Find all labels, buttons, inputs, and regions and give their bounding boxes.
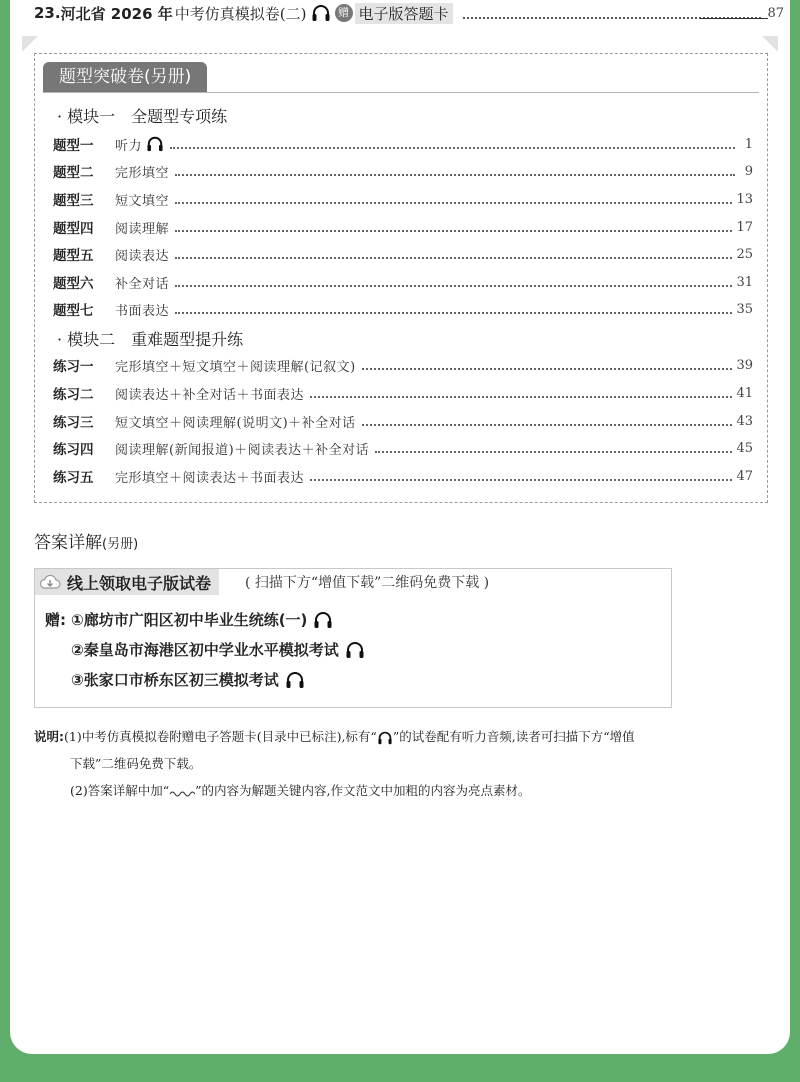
- note-line-2: 下载”二维码免费下载。: [70, 756, 202, 771]
- row-tag: 练习四: [53, 442, 94, 458]
- row-title: 完形填空＋阅读表达＋书面表达: [115, 470, 305, 486]
- toc-row[interactable]: [53, 354, 753, 376]
- row-tag: 题型二: [53, 165, 94, 181]
- page-paper: [10, 0, 790, 1054]
- leader-dots: [310, 388, 732, 398]
- gift-item[interactable]: [45, 609, 333, 630]
- gift-item-text: ②秦皇岛市海港区初中学业水平模拟考试: [71, 641, 339, 659]
- row-title: 短文填空＋阅读理解(说明文)＋补全对话: [115, 415, 356, 431]
- wavy-underline-icon: [169, 787, 195, 797]
- answers-heading: [34, 528, 138, 553]
- row-page: 17: [736, 219, 753, 235]
- gift-badge-icon: 赠: [335, 4, 353, 22]
- headphones-icon: [313, 611, 333, 629]
- gift-label: 赠:: [45, 611, 66, 629]
- note-label: 说明:: [34, 729, 64, 744]
- leader-dots: [310, 471, 732, 481]
- leader-dots: [375, 443, 732, 453]
- row-title: 阅读表达: [115, 248, 170, 264]
- cloud-download-icon: [39, 574, 61, 590]
- toc-row[interactable]: [53, 298, 753, 320]
- toc-row[interactable]: [53, 382, 753, 404]
- toc-row[interactable]: [53, 271, 753, 293]
- electronic-heading-note: ( 扫描下方“增值下载”二维码免费下载 ): [245, 575, 490, 591]
- gift-item[interactable]: [45, 669, 305, 690]
- answers-title: 答案详解: [34, 533, 102, 553]
- toc-tab: 题型突破卷(另册): [43, 62, 207, 92]
- toc-row[interactable]: [53, 160, 753, 182]
- row-title: 听力: [115, 138, 143, 154]
- leader-dots: [175, 304, 732, 314]
- electronic-heading: 线上领取电子版试卷: [67, 573, 212, 593]
- module-heading: · 模块二 重难题型提升练: [57, 330, 244, 349]
- headphones-icon: [377, 731, 393, 745]
- leader-dots: [175, 249, 732, 259]
- row-page: 31: [736, 274, 753, 290]
- gift-item[interactable]: [45, 639, 365, 660]
- row-title: 完形填空: [115, 165, 170, 181]
- toc-row[interactable]: [53, 133, 753, 155]
- row-page: 39: [736, 357, 753, 373]
- headphones-icon: [285, 671, 305, 689]
- toc-row[interactable]: [53, 465, 753, 487]
- corner-fold-left: [22, 36, 38, 52]
- header-line: [34, 2, 784, 24]
- toc-row[interactable]: [53, 188, 753, 210]
- row-page: 13: [736, 191, 753, 207]
- row-tag: 练习一: [53, 359, 94, 375]
- toc-row[interactable]: [53, 243, 753, 265]
- row-page: 1: [744, 136, 753, 152]
- leader-dots: [362, 360, 733, 370]
- toc-row[interactable]: [53, 410, 753, 432]
- row-title: 短文填空: [115, 193, 170, 209]
- headphones-icon: [345, 641, 365, 659]
- row-tag: 题型一: [53, 138, 94, 154]
- toc-row[interactable]: [53, 437, 753, 459]
- page-number: 87: [767, 5, 784, 21]
- gift-text: 电子版答题卡: [355, 3, 453, 24]
- leader-dots: [175, 166, 735, 176]
- row-title: 阅读理解: [115, 221, 170, 237]
- electronic-box: [34, 568, 672, 708]
- leader-dots: [175, 222, 732, 232]
- paper-title: 中考仿真模拟卷(二): [174, 4, 307, 23]
- row-title: 阅读表达＋补全对话＋书面表达: [115, 387, 305, 403]
- item-number: 23.: [34, 4, 61, 22]
- row-title: 完形填空＋短文填空＋阅读理解(记叙文): [115, 359, 356, 375]
- leader-dots: [175, 194, 732, 204]
- answers-note: (另册): [102, 537, 139, 552]
- row-page: 45: [736, 440, 753, 456]
- gift-item-text: ①廊坊市广阳区初中毕业生统练(一): [71, 611, 308, 629]
- note-line-1: 说明:(1)中考仿真模拟卷附赠电子答题卡(目录中已标注),标有“ ”的试卷配有听力音频,读者可扫描下方“增值: [34, 729, 635, 744]
- headphones-icon: [146, 136, 164, 152]
- row-page: 47: [736, 468, 753, 484]
- row-tag: 题型三: [53, 193, 94, 209]
- header-rule: [700, 18, 768, 19]
- row-tag: 练习三: [53, 415, 94, 431]
- row-title: 补全对话: [115, 276, 170, 292]
- toc-box: [34, 53, 768, 503]
- electronic-heading-band: [35, 569, 219, 595]
- row-page: 35: [736, 301, 753, 317]
- note-line-3: (2)答案详解中加“ ”的内容为解题关键内容,作文范文中加粗的内容为亮点素材。: [70, 783, 531, 798]
- row-page: 9: [744, 163, 753, 179]
- toc-row[interactable]: [53, 216, 753, 238]
- leader-dots: [170, 139, 735, 149]
- row-tag: 题型四: [53, 221, 94, 237]
- toc-tab-rule: [43, 92, 759, 93]
- row-tag: 题型七: [53, 303, 94, 319]
- corner-fold-right: [762, 36, 778, 52]
- row-title: 阅读理解(新闻报道)＋阅读表达＋补全对话: [115, 442, 370, 458]
- row-tag: 题型五: [53, 248, 94, 264]
- row-tag: 练习五: [53, 470, 94, 486]
- region-title: 河北省 2026 年: [60, 4, 173, 23]
- leader-dots: [362, 416, 733, 426]
- row-tag: 题型六: [53, 276, 94, 292]
- row-page: 41: [736, 385, 753, 401]
- row-title: 书面表达: [115, 303, 170, 319]
- gift-item-text: ③张家口市桥东区初三模拟考试: [71, 671, 279, 689]
- row-page: 43: [736, 413, 753, 429]
- leader-dots: [175, 277, 732, 287]
- row-page: 25: [736, 246, 753, 262]
- headphones-icon: [311, 4, 331, 22]
- row-tag: 练习二: [53, 387, 94, 403]
- module-heading: · 模块一 全题型专项练: [57, 107, 228, 126]
